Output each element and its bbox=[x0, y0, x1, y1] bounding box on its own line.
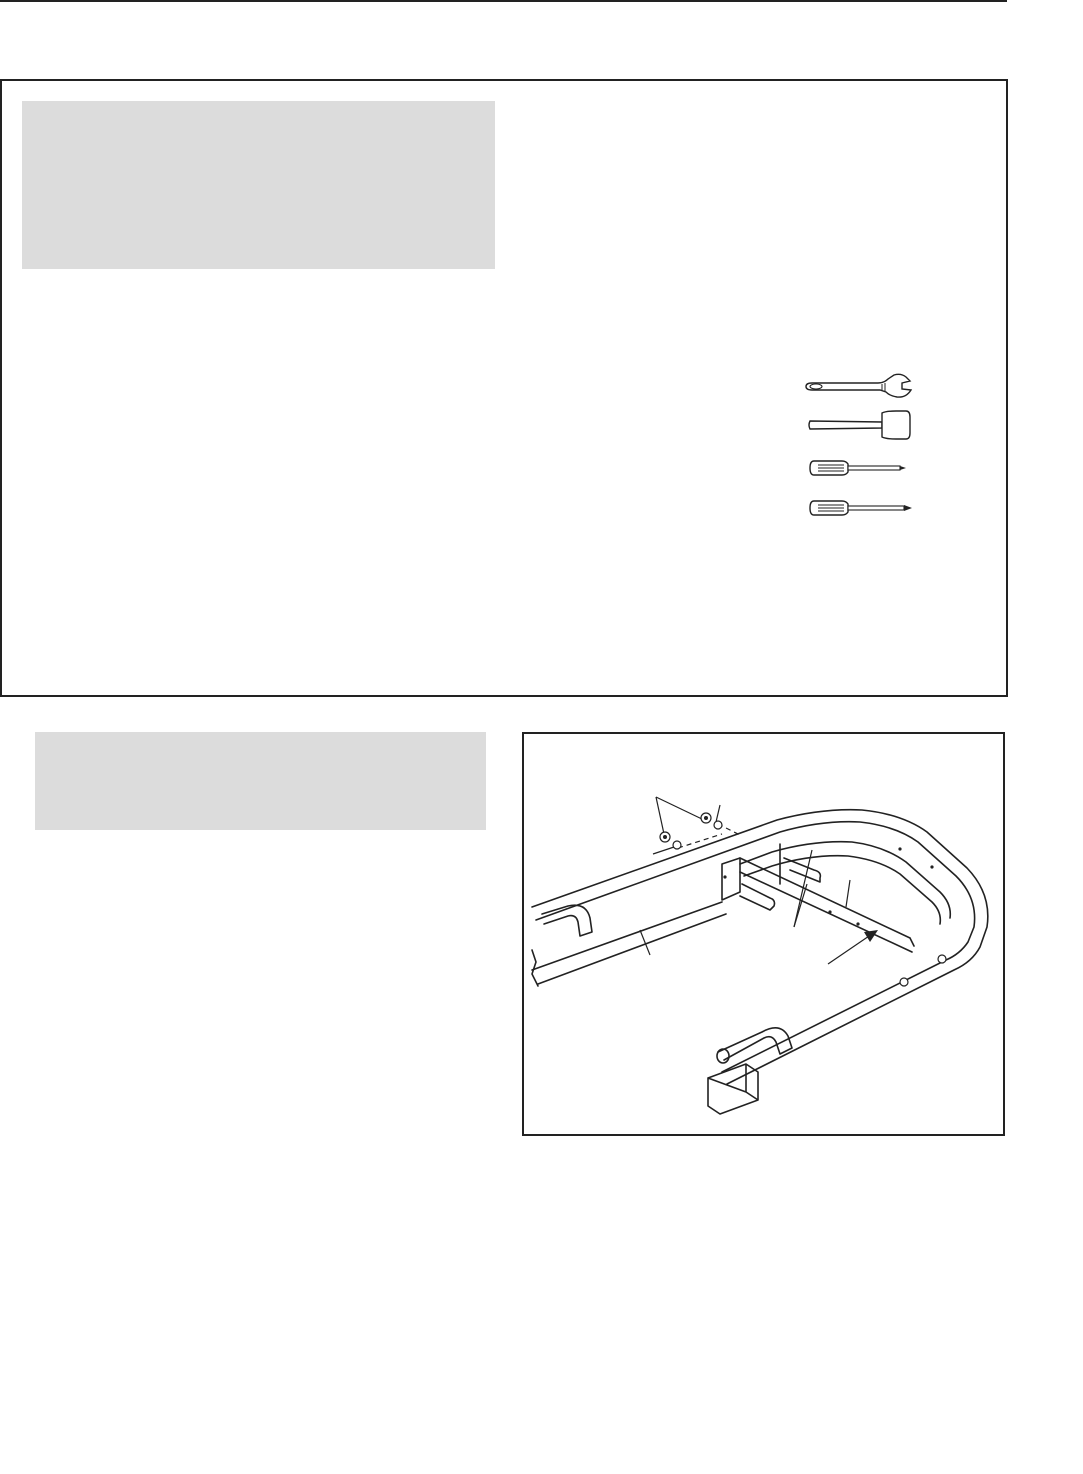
left-bracket bbox=[722, 858, 740, 900]
flat-screwdriver-icon bbox=[800, 497, 925, 519]
left-handle bbox=[542, 905, 592, 936]
frame-hole-1 bbox=[900, 978, 908, 986]
washer-lower bbox=[673, 841, 681, 849]
frame-inner-curve bbox=[740, 842, 950, 918]
washer-upper bbox=[714, 821, 722, 829]
frame-outer-edge bbox=[532, 810, 988, 1084]
tools-group bbox=[800, 365, 925, 525]
top-rule bbox=[0, 0, 1007, 2]
shaded-note-panel bbox=[22, 101, 495, 269]
left-rail bbox=[532, 902, 726, 984]
adjustable-wrench-icon bbox=[800, 373, 925, 401]
callout-line-e bbox=[794, 850, 812, 927]
right-handle-cap bbox=[717, 1049, 729, 1063]
rubber-mallet-icon bbox=[800, 407, 925, 443]
callout-line-g bbox=[846, 880, 850, 907]
dashed-guide-lower bbox=[678, 834, 722, 848]
callout-line-b bbox=[656, 797, 664, 834]
shaded-step-panel bbox=[35, 732, 486, 830]
callout-line-a bbox=[656, 797, 704, 820]
assembly-figure bbox=[522, 732, 1005, 1136]
frame-assembly-drawing bbox=[524, 734, 1005, 1136]
callout-line-d bbox=[653, 847, 674, 854]
callout-line-f bbox=[794, 884, 807, 927]
phillips-screwdriver-icon bbox=[800, 457, 925, 479]
frame-hole-2 bbox=[938, 955, 946, 963]
callout-line-c bbox=[716, 805, 720, 822]
crossbar bbox=[740, 858, 914, 952]
arrow-shaft bbox=[828, 934, 872, 964]
lower-bolt bbox=[740, 884, 775, 910]
